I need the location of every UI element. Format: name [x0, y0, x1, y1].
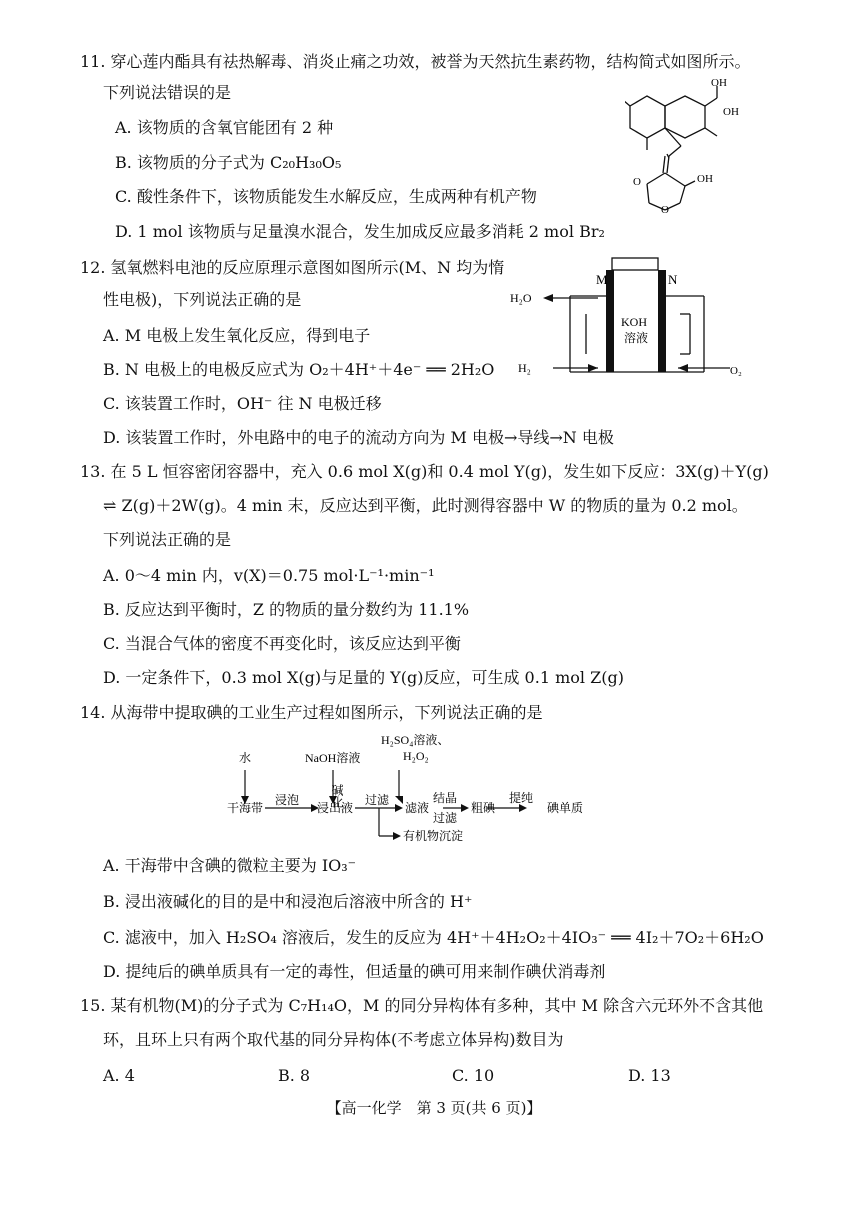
- q13-option-a: A. 0～4 min 内，v(X)＝0.75 mol·L⁻¹·min⁻¹: [103, 566, 435, 585]
- q11-stem-line2: 下列说法错误的是: [103, 83, 232, 102]
- q12-option-a: A. M 电极上发生氧化反应，得到电子: [103, 326, 371, 345]
- q13-option-d: D. 一定条件下，0.3 mol X(g)与足量的 Y(g)反应，可生成 0.1 mol Z(g): [103, 668, 624, 687]
- q14-option-a: A. 干海带中含碘的微粒主要为 IO₃⁻: [103, 856, 357, 875]
- q11-option-c: C. 酸性条件下，该物质能发生水解反应，生成两种有机产物: [115, 187, 537, 206]
- q14-flow-water: 水: [239, 751, 252, 765]
- q11-struct-oh-ring: OH: [697, 173, 713, 185]
- q14-stem: 14. 从海带中提取碘的工业生产过程如图所示，下列说法正确的是: [80, 703, 543, 722]
- q14-flow-crude-iodine: 粗碘: [471, 801, 496, 815]
- q15-option-c: C. 10: [452, 1066, 495, 1085]
- q12-fuel-cell-diagram: [508, 244, 748, 384]
- q12-label-h2: H₂: [518, 361, 531, 375]
- q15-option-d: D. 13: [628, 1066, 671, 1085]
- q12-label-h2o: H₂O: [510, 291, 532, 305]
- q12-stem-line1: 12. 氢氧燃料电池的反应原理示意图如图所示(M、N 均为惰: [80, 258, 505, 277]
- q11-option-d: D. 1 mol 该物质与足量溴水混合，发生加成反应最多消耗 2 mol Br₂: [115, 222, 605, 241]
- q12-stem-line2: 性电极)，下列说法正确的是: [103, 290, 302, 309]
- q11-option-a: A. 该物质的含氧官能团有 2 种: [115, 118, 334, 137]
- q11-struct-oh-right: OH: [723, 106, 739, 118]
- q14-flow-alkali: 碱化: [330, 784, 344, 808]
- q13-stem-line1: 13. 在 5 L 恒容密闭容器中，充入 0.6 mol X(g)和 0.4 mol Y(g)，发生如下反应：3X(g)＋Y(g): [80, 462, 769, 481]
- q11-struct-o-ring: O: [661, 204, 669, 213]
- q13-option-c: C. 当混合气体的密度不再变化时，该反应达到平衡: [103, 634, 461, 653]
- q12-label-solution: 溶液: [624, 331, 649, 345]
- q14-flow-soak: 浸泡: [275, 793, 300, 807]
- q14-option-c: C. 滤液中，加入 H₂SO₄ 溶液后，发生的反应为 4H⁺＋4H₂O₂＋4IO₃⁻ ══ 4I₂＋7O₂＋6H₂O: [103, 928, 764, 947]
- q11-struct-oh-top: OH: [711, 78, 727, 89]
- q12-option-d: D. 该装置工作时，外电路中的电子的流动方向为 M 电极→导线→N 电极: [103, 428, 614, 447]
- q11-structure-diagram: [625, 78, 760, 213]
- q14-flow-kelp: 干海带: [227, 801, 264, 815]
- q12-electrode-n: [658, 270, 666, 372]
- q12-option-c: C. 该装置工作时，OH⁻ 往 N 电极迁移: [103, 394, 382, 413]
- q12-label-o2: O₂: [730, 365, 742, 377]
- q15-option-b: B. 8: [278, 1066, 311, 1085]
- q11-struct-o-carbonyl: O: [633, 176, 641, 188]
- q13-stem-line3: 下列说法正确的是: [103, 530, 232, 549]
- q13-option-b: B. 反应达到平衡时，Z 的物质的量分数约为 11.1%: [103, 600, 470, 619]
- q14-flow-h2so4: H₂SO₄溶液、: [381, 733, 450, 747]
- q14-flow-naoh: NaOH溶液: [305, 751, 361, 765]
- q14-flow-filter: 过滤: [365, 793, 390, 807]
- q14-flow-filter2: 过滤: [433, 811, 458, 825]
- q11-stem-line1: 11. 穿心莲内酯具有祛热解毒、消炎止痛之功效，被誉为天然抗生素药物，结构简式如图所示。: [80, 52, 751, 71]
- q14-flow-crystallize: 结晶: [433, 791, 458, 805]
- q15-stem-line2: 环，且环上只有两个取代基的同分异构体(不考虑立体异构)数目为: [103, 1030, 564, 1049]
- q13-stem-line2: ⇌ Z(g)＋2W(g)。4 min 末，反应达到平衡，此时测得容器中 W 的物质的量为 0.2 mol。: [103, 496, 748, 515]
- q14-flow-iodine: 碘单质: [547, 801, 584, 815]
- q14-flow-precipitate: 有机物沉淀: [403, 829, 464, 843]
- q14-flow-h2o2: H₂O₂: [403, 749, 429, 763]
- q14-flow-leach: 浸出液: [317, 801, 354, 815]
- q14-option-d: D. 提纯后的碘单质具有一定的毒性，但适量的碘可用来制作碘伏消毒剂: [103, 962, 606, 981]
- q14-option-b: B. 浸出液碱化的目的是中和浸泡后溶液中所含的 H⁺: [103, 892, 473, 911]
- q12-label-m: M: [596, 272, 608, 287]
- q12-label-n: N: [668, 272, 678, 287]
- page-footer: 【高一化学 第 3 页(共 6 页)】: [326, 1099, 542, 1117]
- q15-option-a: A. 4: [103, 1066, 135, 1085]
- q12-option-b: B. N 电极上的电极反应式为 O₂＋4H⁺＋4e⁻ ══ 2H₂O: [103, 360, 495, 379]
- q11-option-b: B. 该物质的分子式为 C₂₀H₃₀O₅: [115, 153, 342, 172]
- q14-flowchart: [225, 732, 625, 847]
- q14-flow-purify: 提纯: [509, 791, 534, 805]
- q14-flow-filtrate: 滤液: [405, 801, 430, 815]
- q12-label-koh: KOH: [621, 315, 647, 329]
- q15-stem-line1: 15. 某有机物(M)的分子式为 C₇H₁₄O，M 的同分异构体有多种，其中 M 除含六元环外不含其他: [80, 996, 764, 1015]
